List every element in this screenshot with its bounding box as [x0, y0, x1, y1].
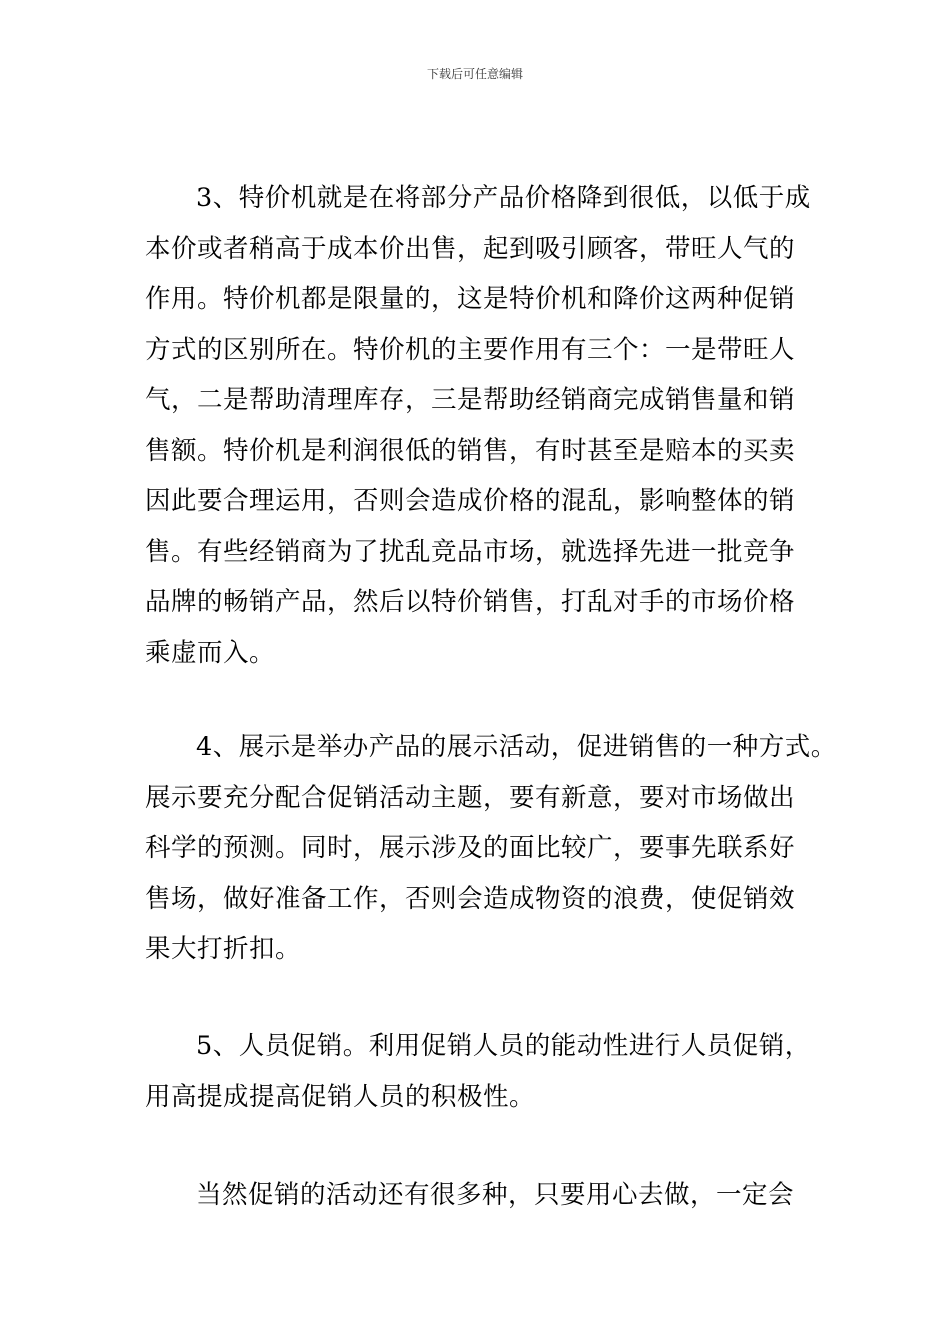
- paragraph-6: [145, 1170, 815, 1221]
- paragraph-line: 当然促销的活动还有很多种，只要用心去做，一定会: [196, 1180, 795, 1210]
- paragraph-line: 作用。特价机都是限量的，这是特价机和降价这两种促销: [145, 284, 796, 314]
- paragraph-line: 气，二是帮助清理库存，三是帮助经销商完成销售量和销: [145, 385, 796, 415]
- paragraph-4: [145, 722, 837, 975]
- paragraph-line: 品牌的畅销产品，然后以特价销售，打乱对手的市场价格: [145, 587, 796, 617]
- paragraph-3: [145, 173, 815, 678]
- paragraph-line: 因此要合理运用，否则会造成价格的混乱，影响整体的销: [145, 486, 796, 516]
- paragraph-line: 售额。特价机是利润很低的销售，有时甚至是赔本的买卖: [145, 435, 796, 466]
- paragraph-line: 本价或者稍高于成本价出售，起到吸引顾客，带旺人气的: [145, 233, 796, 264]
- paragraph-line: 售场，做好准备工作，否则会造成物资的浪费，使促销效: [145, 883, 796, 914]
- paragraph-line: 4、展示是举办产品的展示活动，促进销售的一种方式。: [196, 732, 837, 762]
- header-note: 下载后可任意编辑: [426, 67, 523, 81]
- paragraph-line: 展示要充分配合促销活动主题，要有新意，要对市场做出: [145, 782, 796, 813]
- paragraph-5: [145, 1021, 815, 1122]
- paragraph-line: 科学的预测。同时，展示涉及的面比较广，要事先联系好: [145, 833, 796, 863]
- paragraph-line: 用高提成提高促销人员的积极性。: [145, 1081, 536, 1112]
- paragraph-line: 乘虚而入。: [145, 637, 276, 668]
- paragraph-line: 3、特价机就是在将部分产品价格降到很低，以低于成: [196, 183, 811, 213]
- paragraph-line: 方式的区别所在。特价机的主要作用有三个：一是带旺人: [145, 334, 796, 365]
- paragraph-line: 果大打折扣。: [145, 934, 302, 964]
- paragraph-line: 5、人员促销。利用促销人员的能动性进行人员促销，: [196, 1031, 811, 1061]
- paragraph-line: 售。有些经销商为了扰乱竞品市场，就选择先进一批竞争: [145, 536, 796, 567]
